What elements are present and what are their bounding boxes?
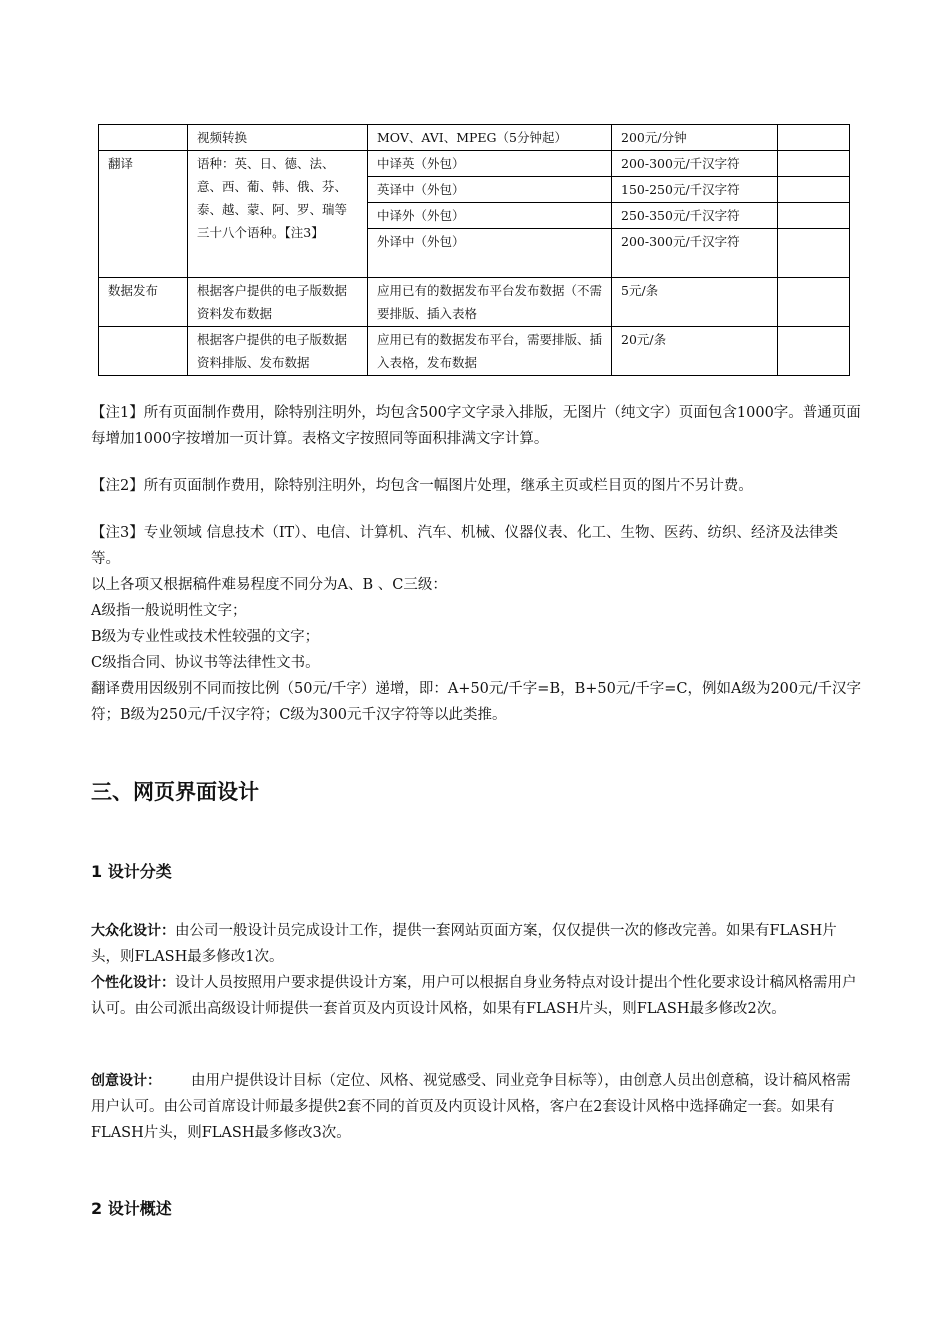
note-3: 【注3】专业领域 信息技术（IT）、电信、计算机、汽车、机械、仪器仪表、化工、生物、医药、纺织、经济及法律类等。 bbox=[91, 525, 838, 567]
design-type-mass bbox=[91, 918, 861, 970]
table-cell: 视频转换 bbox=[188, 125, 368, 151]
table-cell: 200-300元/千汉字符 bbox=[612, 151, 778, 177]
table-cell: MOV、AVI、MPEG（5分钟起） bbox=[368, 125, 612, 151]
table-cell bbox=[778, 229, 850, 278]
fee-rule: 翻译费用因级别不同而按比例（50元/千字）递增，即：A+50元/千字=B，B+50元/千字=C，例如A级为200元/千汉字符；B级为250元/千汉字符；C级为300元千汉字符等以此类推。 bbox=[91, 681, 862, 723]
table-cell bbox=[778, 151, 850, 177]
table-cell: 应用已有的数据发布平台发布数据（不需要排版、插入表格 bbox=[368, 278, 612, 327]
table-cell: 250-350元/千汉字符 bbox=[612, 203, 778, 229]
table-cell: 200元/分钟 bbox=[612, 125, 778, 151]
notes-block bbox=[91, 400, 861, 452]
table-cell bbox=[778, 278, 850, 327]
note-1: 【注1】所有页面制作费用，除特别注明外，均包含500字文字录入排版，无图片（纯文字）页面包含1000字。普通页面每增加1000字按增加一页计算。表格文字按照同等面积排满文字计算。 bbox=[91, 405, 861, 447]
term-label: 个性化设计： bbox=[91, 975, 175, 991]
table-cell: 20元/条 bbox=[612, 327, 778, 376]
notes-block bbox=[91, 520, 861, 728]
table-cell bbox=[99, 327, 188, 376]
term-text: 由用户提供设计目标（定位、风格、视觉感受、同业竞争目标等），由创意人员出创意稿，设计稿风格需用户认可。由公司首席设计师最多提供2套不同的首页及内页设计风格，客户在2套设计风格中选择确定一套。如果有FLASH片头，则FLASH最多修改3次。 bbox=[91, 1073, 851, 1141]
table-cell: 中译外（外包） bbox=[368, 203, 612, 229]
grade-intro: 以上各项又根据稿件难易程度不同分为A、B 、C三级： bbox=[91, 577, 447, 593]
table-cell bbox=[778, 125, 850, 151]
grade-c: C级指合同、协议书等法律性文书。 bbox=[91, 655, 320, 671]
term-label: 大众化设计： bbox=[91, 923, 175, 939]
pricing-table bbox=[98, 124, 850, 376]
table-cell: 数据发布 bbox=[99, 278, 188, 327]
table-cell: 5元/条 bbox=[612, 278, 778, 327]
table-cell: 英译中（外包） bbox=[368, 177, 612, 203]
table-cell: 外译中（外包） bbox=[368, 229, 612, 278]
table-cell bbox=[778, 203, 850, 229]
table-cell: 中译英（外包） bbox=[368, 151, 612, 177]
section-heading: 三、网页界面设计 bbox=[91, 780, 259, 804]
term-label: 创意设计： bbox=[91, 1073, 161, 1089]
table-row bbox=[99, 151, 850, 177]
table-cell bbox=[99, 125, 188, 151]
table-row bbox=[99, 125, 850, 151]
table-cell: 翻译 bbox=[99, 151, 188, 278]
table-row bbox=[99, 327, 850, 376]
design-type-personal bbox=[91, 970, 861, 1022]
subsection-heading: 1 设计分类 bbox=[91, 862, 172, 881]
table-cell bbox=[778, 327, 850, 376]
notes-block bbox=[91, 473, 861, 499]
table-cell: 根据客户提供的电子版数据资料发布数据 bbox=[188, 278, 368, 327]
table-cell: 应用已有的数据发布平台，需要排版、插入表格，发布数据 bbox=[368, 327, 612, 376]
table-cell: 根据客户提供的电子版数据资料排版、发布数据 bbox=[188, 327, 368, 376]
table-cell: 语种：英、日、德、法、意、西、葡、韩、俄、芬、泰、越、蒙、阿、罗、瑞等三十八个语种。【注3】 bbox=[188, 151, 368, 278]
table-cell: 150-250元/千汉字符 bbox=[612, 177, 778, 203]
table-cell: 200-300元/千汉字符 bbox=[612, 229, 778, 278]
table-row bbox=[99, 278, 850, 327]
table-cell bbox=[778, 177, 850, 203]
term-text: 设计人员按照用户要求提供设计方案，用户可以根据自身业务特点对设计提出个性化要求设计稿风格需用户认可。由公司派出高级设计师提供一套首页及内页设计风格，如果有FLASH片头，则FLASH最多修改2次。 bbox=[91, 975, 857, 1017]
subsection-heading: 2 设计概述 bbox=[91, 1199, 172, 1218]
note-2: 【注2】所有页面制作费用，除特别注明外，均包含一幅图片处理，继承主页或栏目页的图片不另计费。 bbox=[91, 478, 753, 494]
grade-a: A级指一般说明性文字； bbox=[91, 603, 247, 619]
grade-b: B级为专业性或技术性较强的文字； bbox=[91, 629, 320, 645]
term-text: 由公司一般设计员完成设计工作，提供一套网站页面方案，仅仅提供一次的修改完善。如果有FLASH片头，则FLASH最多修改1次。 bbox=[91, 923, 837, 965]
design-type-creative bbox=[91, 1068, 861, 1146]
